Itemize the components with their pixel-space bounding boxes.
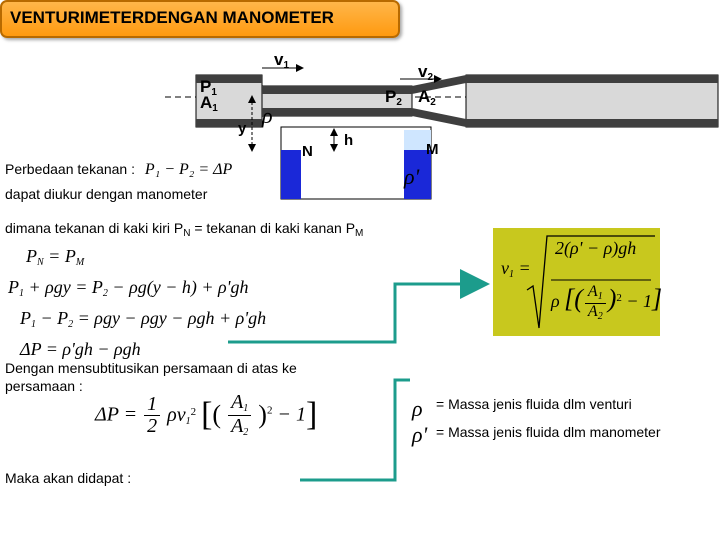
eq1: $P_N = P_M$ (26, 246, 85, 268)
dimana-text: dimana tekanan di kaki kiri $P_N$ = tekanan di kaki kanan $P_M$ (5, 220, 364, 239)
connector-arrow-top (228, 284, 484, 342)
eq3: $P_1 - P_2 = \rho gy - \rho gy - \rho gh + \rho'gh$ (20, 308, 267, 330)
derivation-block (8, 244, 266, 361)
p2-label: $P_2$ (385, 87, 402, 108)
v1-lhs: $v_1$ = (501, 258, 531, 280)
y-label: y (238, 120, 247, 137)
legend-rho-symbol: ρ (412, 396, 423, 421)
eq4: ΔP = ρ'gh − ρgh (20, 339, 141, 359)
diukur-text: dapat diukur dengan manometer (5, 186, 208, 202)
dengan-text-line2: persamaan : (5, 378, 83, 394)
v1-denominator: ρ [( $\frac{A_1}{A_2}$ )$^2$ − 1] (551, 283, 663, 322)
dengan-text-line1: Dengan mensubtitusikan persamaan di atas ke (5, 360, 297, 376)
legend-rho-text: = Massa jenis fluida dlm venturi (436, 396, 632, 412)
a1-label: $A_1$ (200, 93, 218, 114)
page-title: VENTURIMETERDENGAN MANOMETER (10, 8, 334, 27)
v1-result-box (493, 228, 663, 336)
perbedaan-equation: P₁ − P₂ = ΔP (144, 161, 233, 178)
maka-text: Maka akan didapat : (5, 470, 132, 486)
a2-label: $A_2$ (418, 87, 436, 108)
v1-numerator: 2(ρ' − ρ)gh (555, 238, 637, 258)
rho-symbol: ρ (262, 103, 273, 128)
p1-label: $P_1$ (200, 77, 217, 98)
m-label: M (426, 141, 439, 158)
eq2: $P_1 + \rho gy = P_2 - \rho g(y - h) + \rho'gh$ (8, 277, 249, 299)
v2-label: $v_2$ (418, 62, 434, 83)
h-label: h (344, 132, 354, 149)
legend-rho-prime-text: = Massa jenis fluida dlm manometer (436, 424, 661, 440)
n-label: N (302, 143, 313, 160)
rho-prime-symbol: ρ' (404, 164, 420, 189)
delta-p-equation: ΔP = $\frac{1}{2}$ $\rho v_1^2$ [( $\frac{A_1}{A_2}$ )$^2$ − 1] (95, 391, 318, 438)
legend-rho-prime-symbol: ρ' (412, 422, 428, 447)
perbedaan-text: Perbedaan tekanan : P₁ − P₂ = ΔP (5, 161, 233, 178)
v1-label: $v_1$ (274, 50, 290, 71)
